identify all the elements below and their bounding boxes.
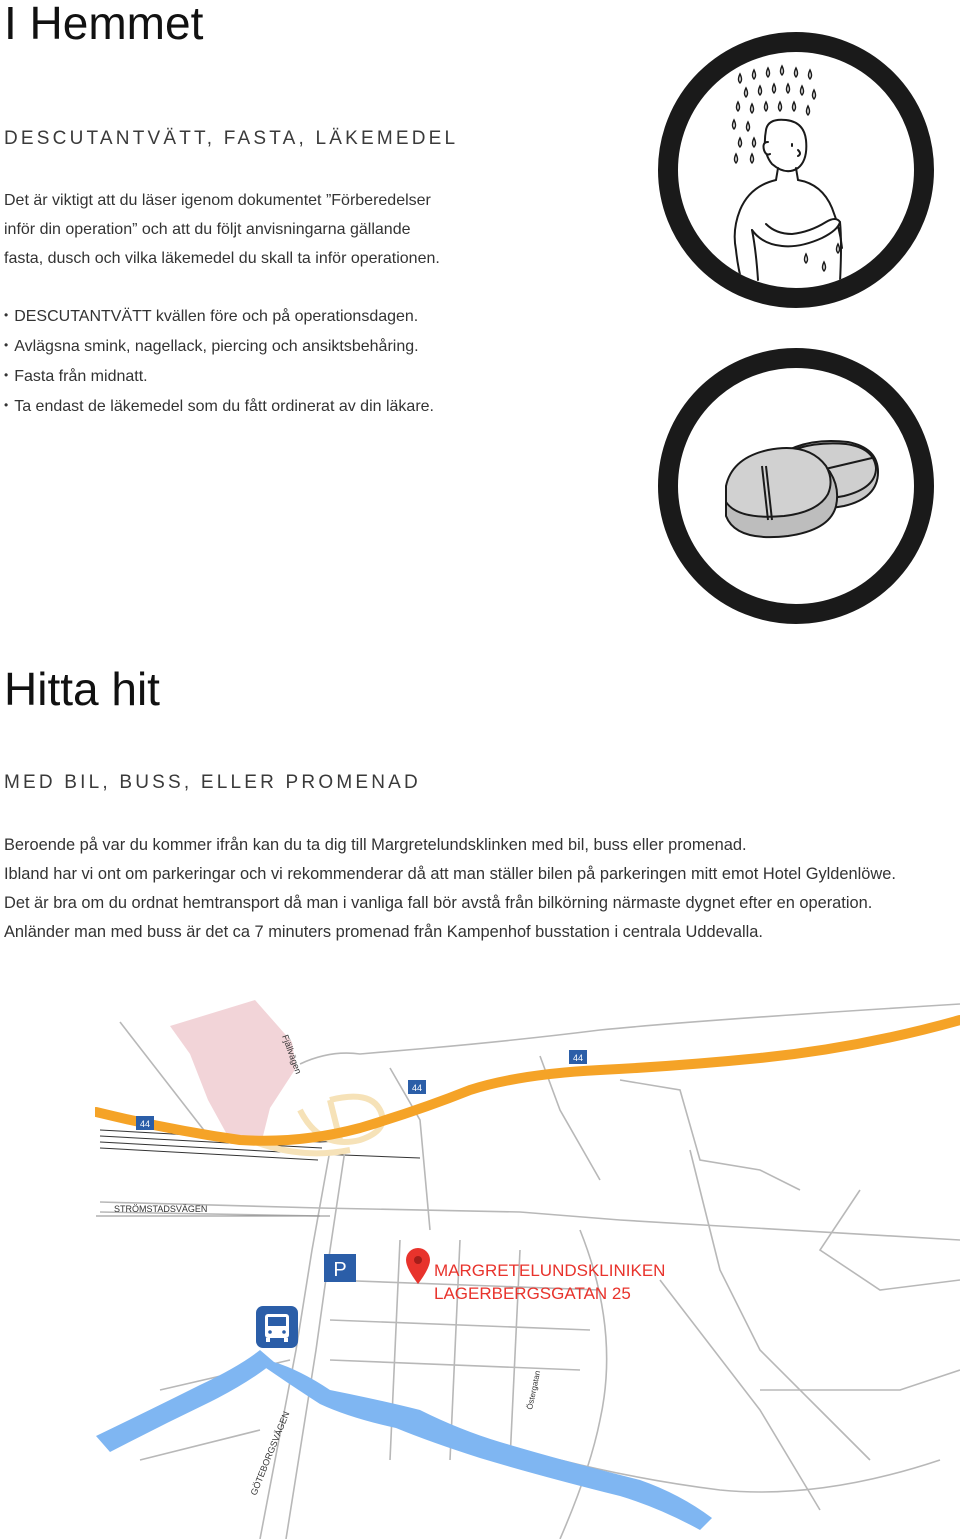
instruction-list bbox=[4, 301, 434, 421]
intro-line: fasta, dusch och vilka läkemedel du skall ta inför operationen. bbox=[4, 250, 440, 267]
list-item: • Avlägsna smink, nagellack, piercing och ansiktsbehåring. bbox=[4, 331, 434, 361]
location-map bbox=[0, 990, 960, 1539]
intro-line: inför din operation” och att du följt anvisningarna gällande bbox=[4, 221, 411, 238]
street-label-ostergatan: Östergatan bbox=[525, 1369, 543, 1411]
svg-text:44: 44 bbox=[572, 1053, 584, 1063]
shower-icon bbox=[656, 30, 936, 310]
street-label-stromstadsvagen: STRÖMSTADSVÄGEN bbox=[114, 1204, 208, 1214]
bus-icon bbox=[256, 1306, 298, 1348]
pills-icon bbox=[656, 346, 936, 626]
list-item: • Fasta från midnatt. bbox=[4, 361, 434, 391]
section-subtitle-transport: MED BIL, BUSS, ELLER PROMENAD bbox=[4, 772, 421, 793]
road-shield-44-right bbox=[569, 1050, 587, 1064]
street-label-goteborgsvagen: GÖTEBORGSVÄGEN bbox=[248, 1409, 292, 1497]
urban-area bbox=[170, 1000, 296, 1140]
destination-name: MARGRETELUNDSKLINIKEN bbox=[434, 1261, 666, 1280]
street-label-fjallvagen: Fjällvägen bbox=[280, 1033, 304, 1076]
svg-text:P: P bbox=[333, 1259, 347, 1281]
paragraph-line: Det är bra om du ordnat hemtransport då man i vanliga fall bör avstå från bilkörning närmaste dygnet efter en operation. bbox=[4, 894, 873, 912]
road-shield-44-middle bbox=[408, 1080, 426, 1094]
paragraph-line: Beroende på var du kommer ifrån kan du ta dig till Margretelundsklinken med bil, buss eller promenad. bbox=[4, 836, 747, 854]
section-title-hitta-hit: Hitta hit bbox=[4, 663, 160, 715]
intro-line: Det är viktigt att du läser igenom dokumentet ”Förberedelser bbox=[4, 192, 431, 209]
directions-paragraph bbox=[4, 831, 960, 947]
river bbox=[96, 1350, 712, 1530]
list-item: • Ta endast de läkemedel som du fått ordinerat av din läkare. bbox=[4, 391, 434, 421]
location-pin-icon bbox=[406, 1248, 430, 1284]
paragraph-line: Anländer man med buss är det ca 7 minuters promenad från Kampenhof busstation i centrala Uddevalla. bbox=[4, 923, 763, 941]
svg-text:44: 44 bbox=[411, 1083, 423, 1093]
destination-address: LAGERBERGSGATAN 25 bbox=[434, 1284, 631, 1303]
svg-text:44: 44 bbox=[139, 1119, 151, 1129]
paragraph-line: Ibland har vi ont om parkeringar och vi rekommenderar då att man ställer bilen på parkeringen mitt emot Hotel Gyldenlöwe. bbox=[4, 865, 896, 883]
section-subtitle-descutant: DESCUTANTVÄTT, FASTA, LÄKEMEDEL bbox=[4, 128, 459, 149]
section-title-i-hemmet: I Hemmet bbox=[4, 0, 204, 49]
road-shield-44-left bbox=[136, 1116, 154, 1130]
list-item: • DESCUTANTVÄTT kvällen före och på operationsdagen. bbox=[4, 301, 434, 331]
intro-paragraph bbox=[4, 186, 524, 273]
parking-icon bbox=[324, 1254, 356, 1282]
